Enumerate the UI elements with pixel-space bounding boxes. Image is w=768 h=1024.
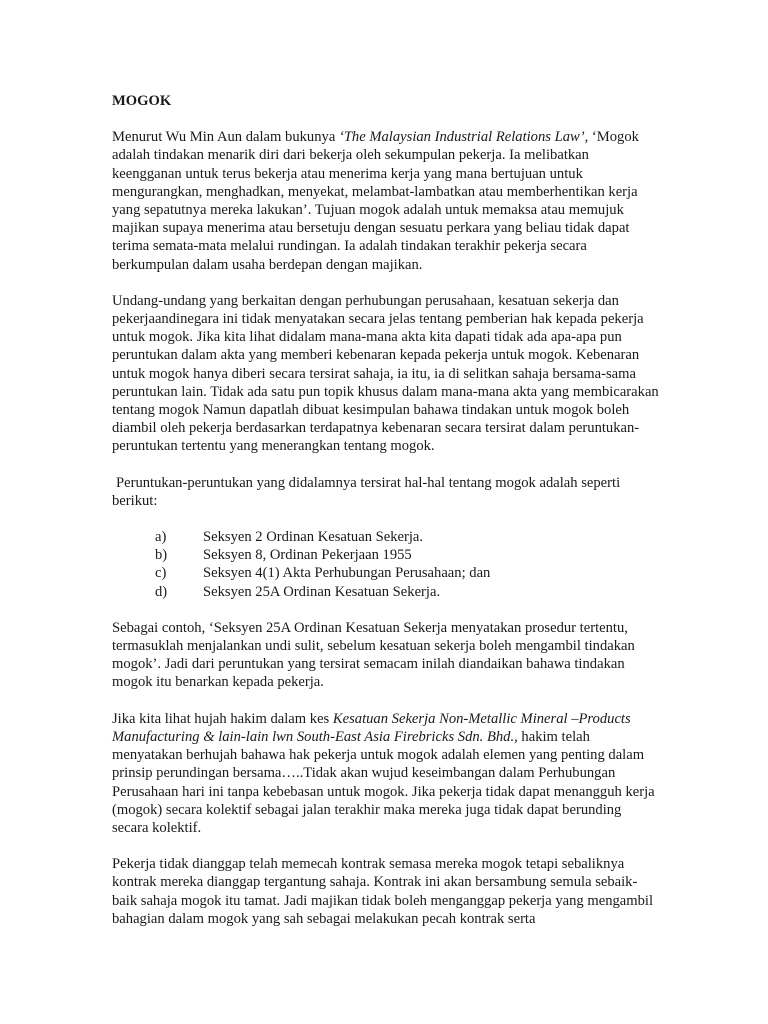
document-title: MOGOK	[112, 93, 172, 109]
list-marker: b)	[155, 547, 168, 564]
case-name: Kesatuan Sekerja Non-Metallic Mineral –Products Manufacturing & lain-lain lwn South-East Asia Firebricks Sdn. Bhd.,	[112, 710, 631, 745]
paragraph-provisions-intro: Peruntukan-peruntukan yang didalamnya tersirat hal-hal tentang mogok adalah seperti berikut:	[112, 474, 621, 509]
list-item	[112, 583, 660, 601]
paragraph-definition-intro: Menurut Wu Min Aun dalam bukunya	[112, 129, 339, 146]
book-title: ‘The Malaysian Industrial Relations Law’	[338, 129, 585, 146]
paragraph-case	[112, 710, 660, 837]
paragraph-case-body: hakim telah menyatakan berhujah bahawa hak pekerja untuk mogok adalah elemen yang penting dalam prinsip perundingan bersama…..Tidak akan wujud keseimbangan dalam Perhubungan Perusahaan hari ini tanpa kebebasan untuk mogok. Jika pekerja tidak dapat menangguh kerja (mogok) secara kolektif sebagai jalan terakhir maka mereka juga tidak dapat berunding secara kolektif.	[112, 728, 655, 836]
paragraph-definition	[112, 128, 660, 274]
paragraph-case-intro: Jika kita lihat hujah hakim dalam kes	[112, 710, 333, 727]
paragraph-example: Sebagai contoh, ‘Seksyen 25A Ordinan Kesatuan Sekerja menyatakan prosedur tertentu, termasuklah menjalankan undi sulit, sebelum kesatuan sekerja boleh mengambil tindakan mogok’. Jadi dari peruntukan yang tersirat semacam inilah diandaikan bahawa tindakan mogok itu benarkan kepada pekerja.	[112, 619, 635, 691]
list-marker: c)	[155, 565, 167, 582]
list-item	[112, 564, 660, 582]
list-marker: d)	[155, 583, 168, 600]
paragraph-definition-body: , ‘Mogok adalah tindakan menarik diri dari bekerja oleh sekumpulan pekerja. Ia melibatkan keengganan untuk terus bekerja atau menerima kerja yang mana bertujuan untuk mengurangkan, menghadkan, menyekat, melambat-lambatkan atau memberhentikan kerja yang sepatutnya mereka lakukan’. Tujuan mogok adalah untuk memaksa atau memujuk majikan supaya menerima atau bersetuju dengan sesuatu perkara yang beliau tidak dapat terima semata-mata melalui rundingan. Ia adalah tindakan terakhir pekerja secara berkumpulan dalam usaha berdepan dengan majikan.	[112, 129, 639, 273]
list-marker: a)	[155, 529, 167, 546]
paragraph-contract: Pekerja tidak dianggap telah memecah kontrak semasa mereka mogok tetapi sebaliknya kontrak mereka dianggap tergantung sahaja. Kontrak ini akan bersambung semula sebaik-baik sahaja mogok itu tamat. Jadi majikan tidak boleh menganggap pekerja yang mengambil bahagian dalam mogok yang sah sebagai melakukan pecah kontrak serta	[112, 856, 654, 927]
list-item	[112, 528, 660, 546]
document-page	[112, 92, 660, 946]
list-item-text: Seksyen 2 Ordinan Kesatuan Sekerja.	[203, 529, 424, 546]
provisions-list	[112, 528, 660, 601]
list-item-text: Seksyen 8, Ordinan Pekerjaan 1955	[203, 547, 412, 564]
list-item	[112, 546, 660, 564]
list-item-text: Seksyen 4(1) Akta Perhubungan Perusahaan; dan	[203, 565, 491, 582]
paragraph-legislation: Undang-undang yang berkaitan dengan perhubungan perusahaan, kesatuan sekerja dan pekerjaandinegara ini tidak menyatakan secara jelas tentang pemberian hak kepada pekerja untuk mogok. Jika kita lihat didalam mana-mana akta kita dapati tidak ada apa-apa pun peruntukan dalam akta yang memberi kebenaran kepada pekerja untuk mogok. Kebenaran untuk mogok hanya diberi secara tersirat sahaja, ia itu, ia di selitkan sahaja bersama-sama peruntukan lain. Tidak ada satu pun topik khusus dalam mana-mana akta yang membicarakan tentang mogok Namun dapatlah dibuat kesimpulan bahawa tindakan untuk mogok boleh diambil oleh pekerja berdasarkan terdapatnya kebenaran secara tersirat dalam peruntukan-peruntukan tertentu yang menerangkan tentang mogok.	[112, 292, 659, 455]
list-item-text: Seksyen 25A Ordinan Kesatuan Sekerja.	[203, 583, 441, 600]
